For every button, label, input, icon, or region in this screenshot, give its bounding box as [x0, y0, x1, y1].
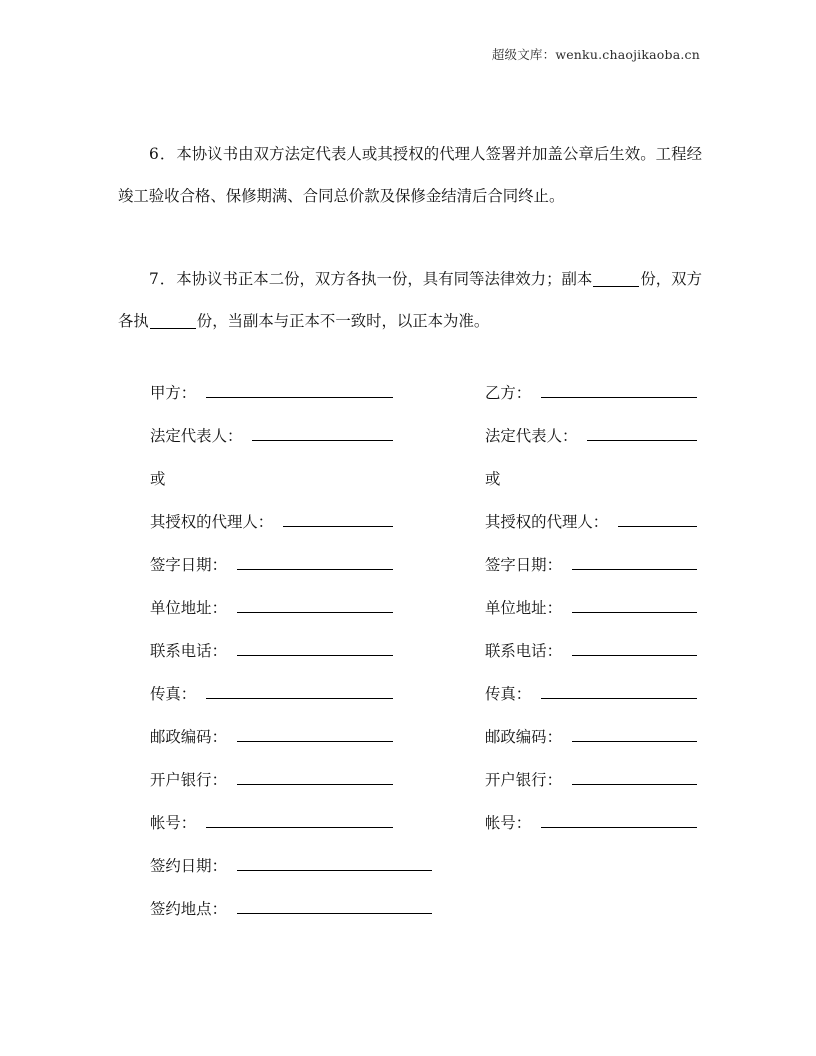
label-party-a-or: 或 — [150, 470, 166, 488]
label-party-b-bank: 开户银行： — [485, 771, 562, 789]
signature-row-party-b-account — [485, 811, 697, 854]
signature-row-party-b-name — [485, 381, 697, 424]
input-rule-party-b-fax[interactable] — [541, 684, 697, 699]
label-party-b-or: 或 — [485, 470, 501, 488]
signature-row-party-b-sign-date — [485, 553, 697, 596]
label-party-a-agent: 其授权的代理人： — [150, 513, 274, 531]
label-party-b-agent: 其授权的代理人： — [485, 513, 609, 531]
signature-row-party-a-name — [150, 381, 393, 424]
input-rule-party-b-agent[interactable] — [618, 512, 697, 527]
input-rule-party-b-bank[interactable] — [572, 770, 697, 785]
signature-row-contract-date — [150, 854, 432, 897]
input-rule-party-a-account[interactable] — [206, 813, 393, 828]
paragraph-item-6-number: 6． — [149, 145, 177, 163]
input-rule-party-b-phone[interactable] — [572, 641, 697, 656]
input-rule-party-a[interactable] — [206, 383, 393, 398]
copies-count-blank-1[interactable] — [593, 286, 639, 287]
signature-row-party-b-agent — [485, 510, 697, 553]
input-rule-party-b-address[interactable] — [572, 598, 697, 613]
signature-row-party-a-address — [150, 596, 393, 639]
input-rule-party-b[interactable] — [541, 383, 697, 398]
input-rule-party-b-legal-rep[interactable] — [587, 426, 697, 441]
signature-row-contract-place — [150, 897, 432, 940]
signature-row-party-a-sign-date — [150, 553, 393, 596]
signature-row-party-b-address — [485, 596, 697, 639]
label-party-a-address: 单位地址： — [150, 599, 227, 617]
input-rule-party-a-bank[interactable] — [237, 770, 393, 785]
input-rule-contract-place[interactable] — [237, 899, 432, 914]
paragraph-item-6-text: 本协议书由双方法定代表人或其授权的代理人签署并加盖公章后生效。工程经竣工验收合格、保修期满、合同总价款及保修金结清后合同终止。 — [118, 145, 702, 205]
label-party-b-account: 帐号： — [485, 814, 532, 832]
input-rule-party-a-sign-date[interactable] — [237, 555, 393, 570]
signature-row-party-a-phone — [150, 639, 393, 682]
label-party-a-bank: 开户银行： — [150, 771, 227, 789]
signature-row-party-a-or — [150, 467, 393, 510]
signature-column-party-b — [485, 381, 785, 854]
label-party-a-account: 帐号： — [150, 814, 197, 832]
input-rule-party-b-sign-date[interactable] — [572, 555, 697, 570]
signature-row-party-b-phone — [485, 639, 697, 682]
copies-count-blank-2[interactable] — [150, 328, 196, 329]
label-party-a-fax: 传真： — [150, 685, 197, 703]
input-rule-party-a-legal-rep[interactable] — [252, 426, 393, 441]
label-party-b-sign-date: 签字日期： — [485, 556, 562, 574]
label-party-b-phone: 联系电话： — [485, 642, 562, 660]
input-rule-party-a-phone[interactable] — [237, 641, 393, 656]
paragraph-item-7-text-part-2: 份，双方各执 — [118, 270, 702, 330]
paragraph-item-7-number: 7． — [149, 270, 177, 288]
signature-row-party-a-fax — [150, 682, 393, 725]
input-rule-party-a-postcode[interactable] — [237, 727, 393, 742]
signature-row-party-b-fax — [485, 682, 697, 725]
signature-row-party-b-legal-rep — [485, 424, 697, 467]
input-rule-party-a-agent[interactable] — [283, 512, 393, 527]
label-party-b: 乙方： — [485, 384, 532, 402]
label-party-a-phone: 联系电话： — [150, 642, 227, 660]
signature-row-party-a-legal-rep — [150, 424, 393, 467]
paragraph-item-6 — [118, 133, 702, 217]
label-party-b-postcode: 邮政编码： — [485, 728, 562, 746]
label-contract-place: 签约地点： — [150, 900, 227, 918]
label-party-b-address: 单位地址： — [485, 599, 562, 617]
signature-row-party-a-account — [150, 811, 393, 854]
signature-row-party-a-agent — [150, 510, 393, 553]
input-rule-party-a-fax[interactable] — [206, 684, 393, 699]
document-header-watermark: 超级文库：wenku.chaojikaoba.cn — [491, 47, 700, 62]
signature-row-party-a-bank — [150, 768, 393, 811]
input-rule-party-b-account[interactable] — [541, 813, 697, 828]
label-party-a: 甲方： — [150, 384, 197, 402]
signature-row-party-b-postcode — [485, 725, 697, 768]
signature-row-party-b-bank — [485, 768, 697, 811]
paragraph-item-7-text-part-3: 份，当副本与正本不一致时，以正本为准。 — [196, 312, 490, 330]
signature-column-party-a — [150, 381, 450, 940]
label-party-a-sign-date: 签字日期： — [150, 556, 227, 574]
signature-row-party-b-or — [485, 467, 697, 510]
label-party-b-legal-rep: 法定代表人： — [485, 427, 578, 445]
signature-row-party-a-postcode — [150, 725, 393, 768]
label-party-a-legal-rep: 法定代表人： — [150, 427, 243, 445]
paragraph-item-7 — [118, 258, 702, 342]
label-contract-date: 签约日期： — [150, 857, 227, 875]
label-party-b-fax: 传真： — [485, 685, 532, 703]
input-rule-contract-date[interactable] — [237, 856, 432, 871]
input-rule-party-a-address[interactable] — [237, 598, 393, 613]
input-rule-party-b-postcode[interactable] — [572, 727, 697, 742]
label-party-a-postcode: 邮政编码： — [150, 728, 227, 746]
paragraph-item-7-text-part-1: 本协议书正本二份，双方各执一份，具有同等法律效力；副本 — [176, 270, 593, 288]
